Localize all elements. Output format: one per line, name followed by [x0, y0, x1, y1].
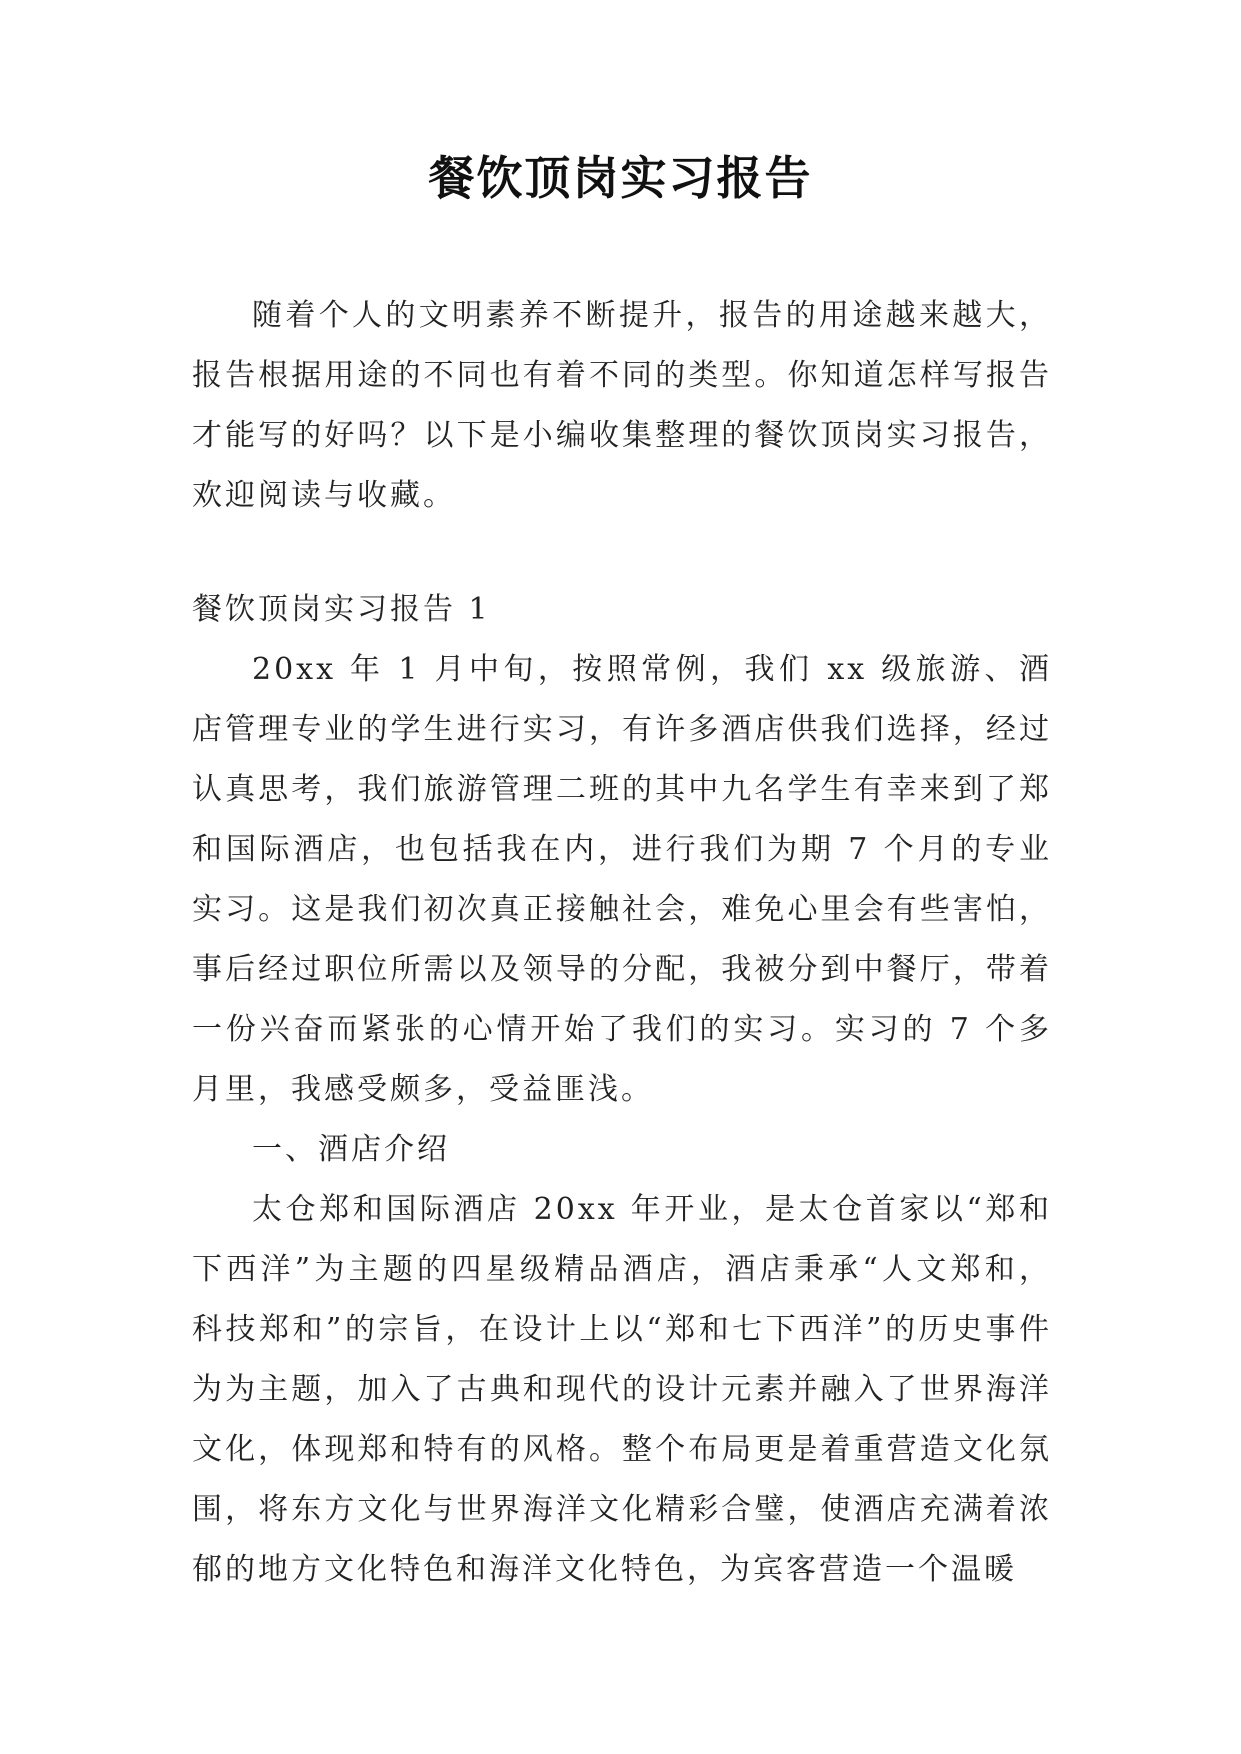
intro-block: [192, 286, 1052, 526]
section-block: [192, 580, 1052, 1600]
intro-paragraph: 随着个人的文明素养不断提升，报告的用途越来越大，报告根据用途的不同也有着不同的类型。你知道怎样写报告才能写的好吗？以下是小编收集整理的餐饮顶岗实习报告，欢迎阅读与收藏。: [192, 298, 1052, 513]
document-title: 餐饮顶岗实习报告: [428, 151, 813, 205]
section-subheading: 一、酒店介绍: [252, 1132, 450, 1167]
section-paragraph-2: 太仓郑和国际酒店 20xx 年开业，是太仓首家以“郑和下西洋”为主题的四星级精品酒店，酒店秉承“人文郑和，科技郑和”的宗旨，在设计上以“郑和七下西洋”的历史事件为为主题，加入了古典和现代的设计元素并融入了世界海洋文化，体现郑和特有的风格。整个布局更是着重营造文化氛围，将东方文化与世界海洋文化精彩合璧，使酒店充满着浓郁的地方文化特色和海洋文化特色，为宾客营造一个温暖: [192, 1192, 1052, 1587]
section-paragraph-1: 20xx 年 1 月中旬，按照常例，我们 xx 级旅游、酒店管理专业的学生进行实习，有许多酒店供我们选择，经过认真思考，我们旅游管理二班的其中九名学生有幸来到了郑和国际酒店，也包括我在内，进行我们为期 7 个月的专业实习。这是我们初次真正接触社会，难免心里会有些害怕，事后经过职位所需以及领导的分配，我被分到中餐厅，带着一份兴奋而紧张的心情开始了我们的实习。实习的 7 个多月里，我感受颇多，受益匪浅。: [192, 652, 1052, 1107]
section-heading: 餐饮顶岗实习报告 1: [192, 592, 491, 627]
